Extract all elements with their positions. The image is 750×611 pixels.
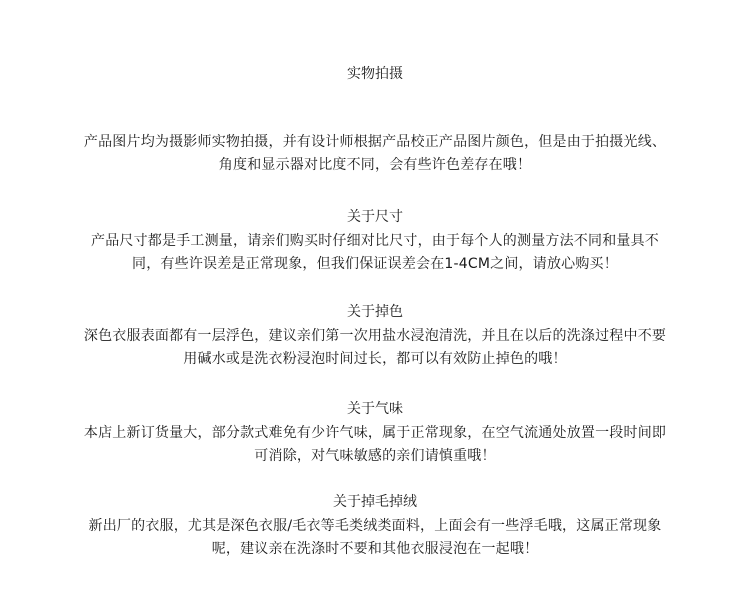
fading-text-line-2: 用碱水或是洗衣粉浸泡时间过长，都可以有效防止掉色的哦！ [183,351,567,367]
size-text-line-1: 产品尺寸都是手工测量，请亲们购买时仔细对比尺寸，由于每个人的测量方法不同和量具不 [91,233,659,249]
fading-text-line-1: 深色衣服表面都有一层浮色，建议亲们第一次用盐水浸泡清洗，并且在以后的洗涤过程中不要 [83,328,667,344]
shedding-section [20,494,730,561]
photo-text-line-2: 角度和显示器对比度不同，会有些许色差存在哦！ [218,157,532,173]
size-heading: 关于尺寸 [347,209,403,225]
photo-heading: 实物拍摄 [347,66,403,82]
shedding-heading: 关于掉毛掉绒 [333,494,417,510]
odor-text-line-1: 本店上新订货量大，部分款式难免有少许气味，属于正常现象，在空气流通处放置一段时间即 [83,425,667,441]
photo-section-heading [20,66,730,82]
odor-section [20,401,730,468]
fading-heading: 关于掉色 [347,304,403,320]
shedding-text-line-2: 呢，建议亲在洗涤时不要和其他衣服浸泡在一起哦！ [211,541,539,557]
odor-heading: 关于气味 [347,401,403,417]
size-text-line-2: 同，有些许误差是正常现象，但我们保证误差会在1-4CM之间，请放心购买！ [132,256,618,272]
odor-text-line-2: 可消除，对气味敏感的亲们请慎重哦！ [254,448,496,464]
size-section [20,209,730,276]
photo-text-line-1: 产品图片均为摄影师实物拍摄，并有设计师根据产品校正产品图片颜色，但是由于拍摄光线、 [83,134,667,150]
photo-section-body [20,131,730,177]
shedding-text-line-1: 新出厂的衣服，尤其是深色衣服/毛衣等毛类绒类面料，上面会有一些浮毛哦，这属正常现象 [88,518,662,534]
fading-section [20,304,730,371]
